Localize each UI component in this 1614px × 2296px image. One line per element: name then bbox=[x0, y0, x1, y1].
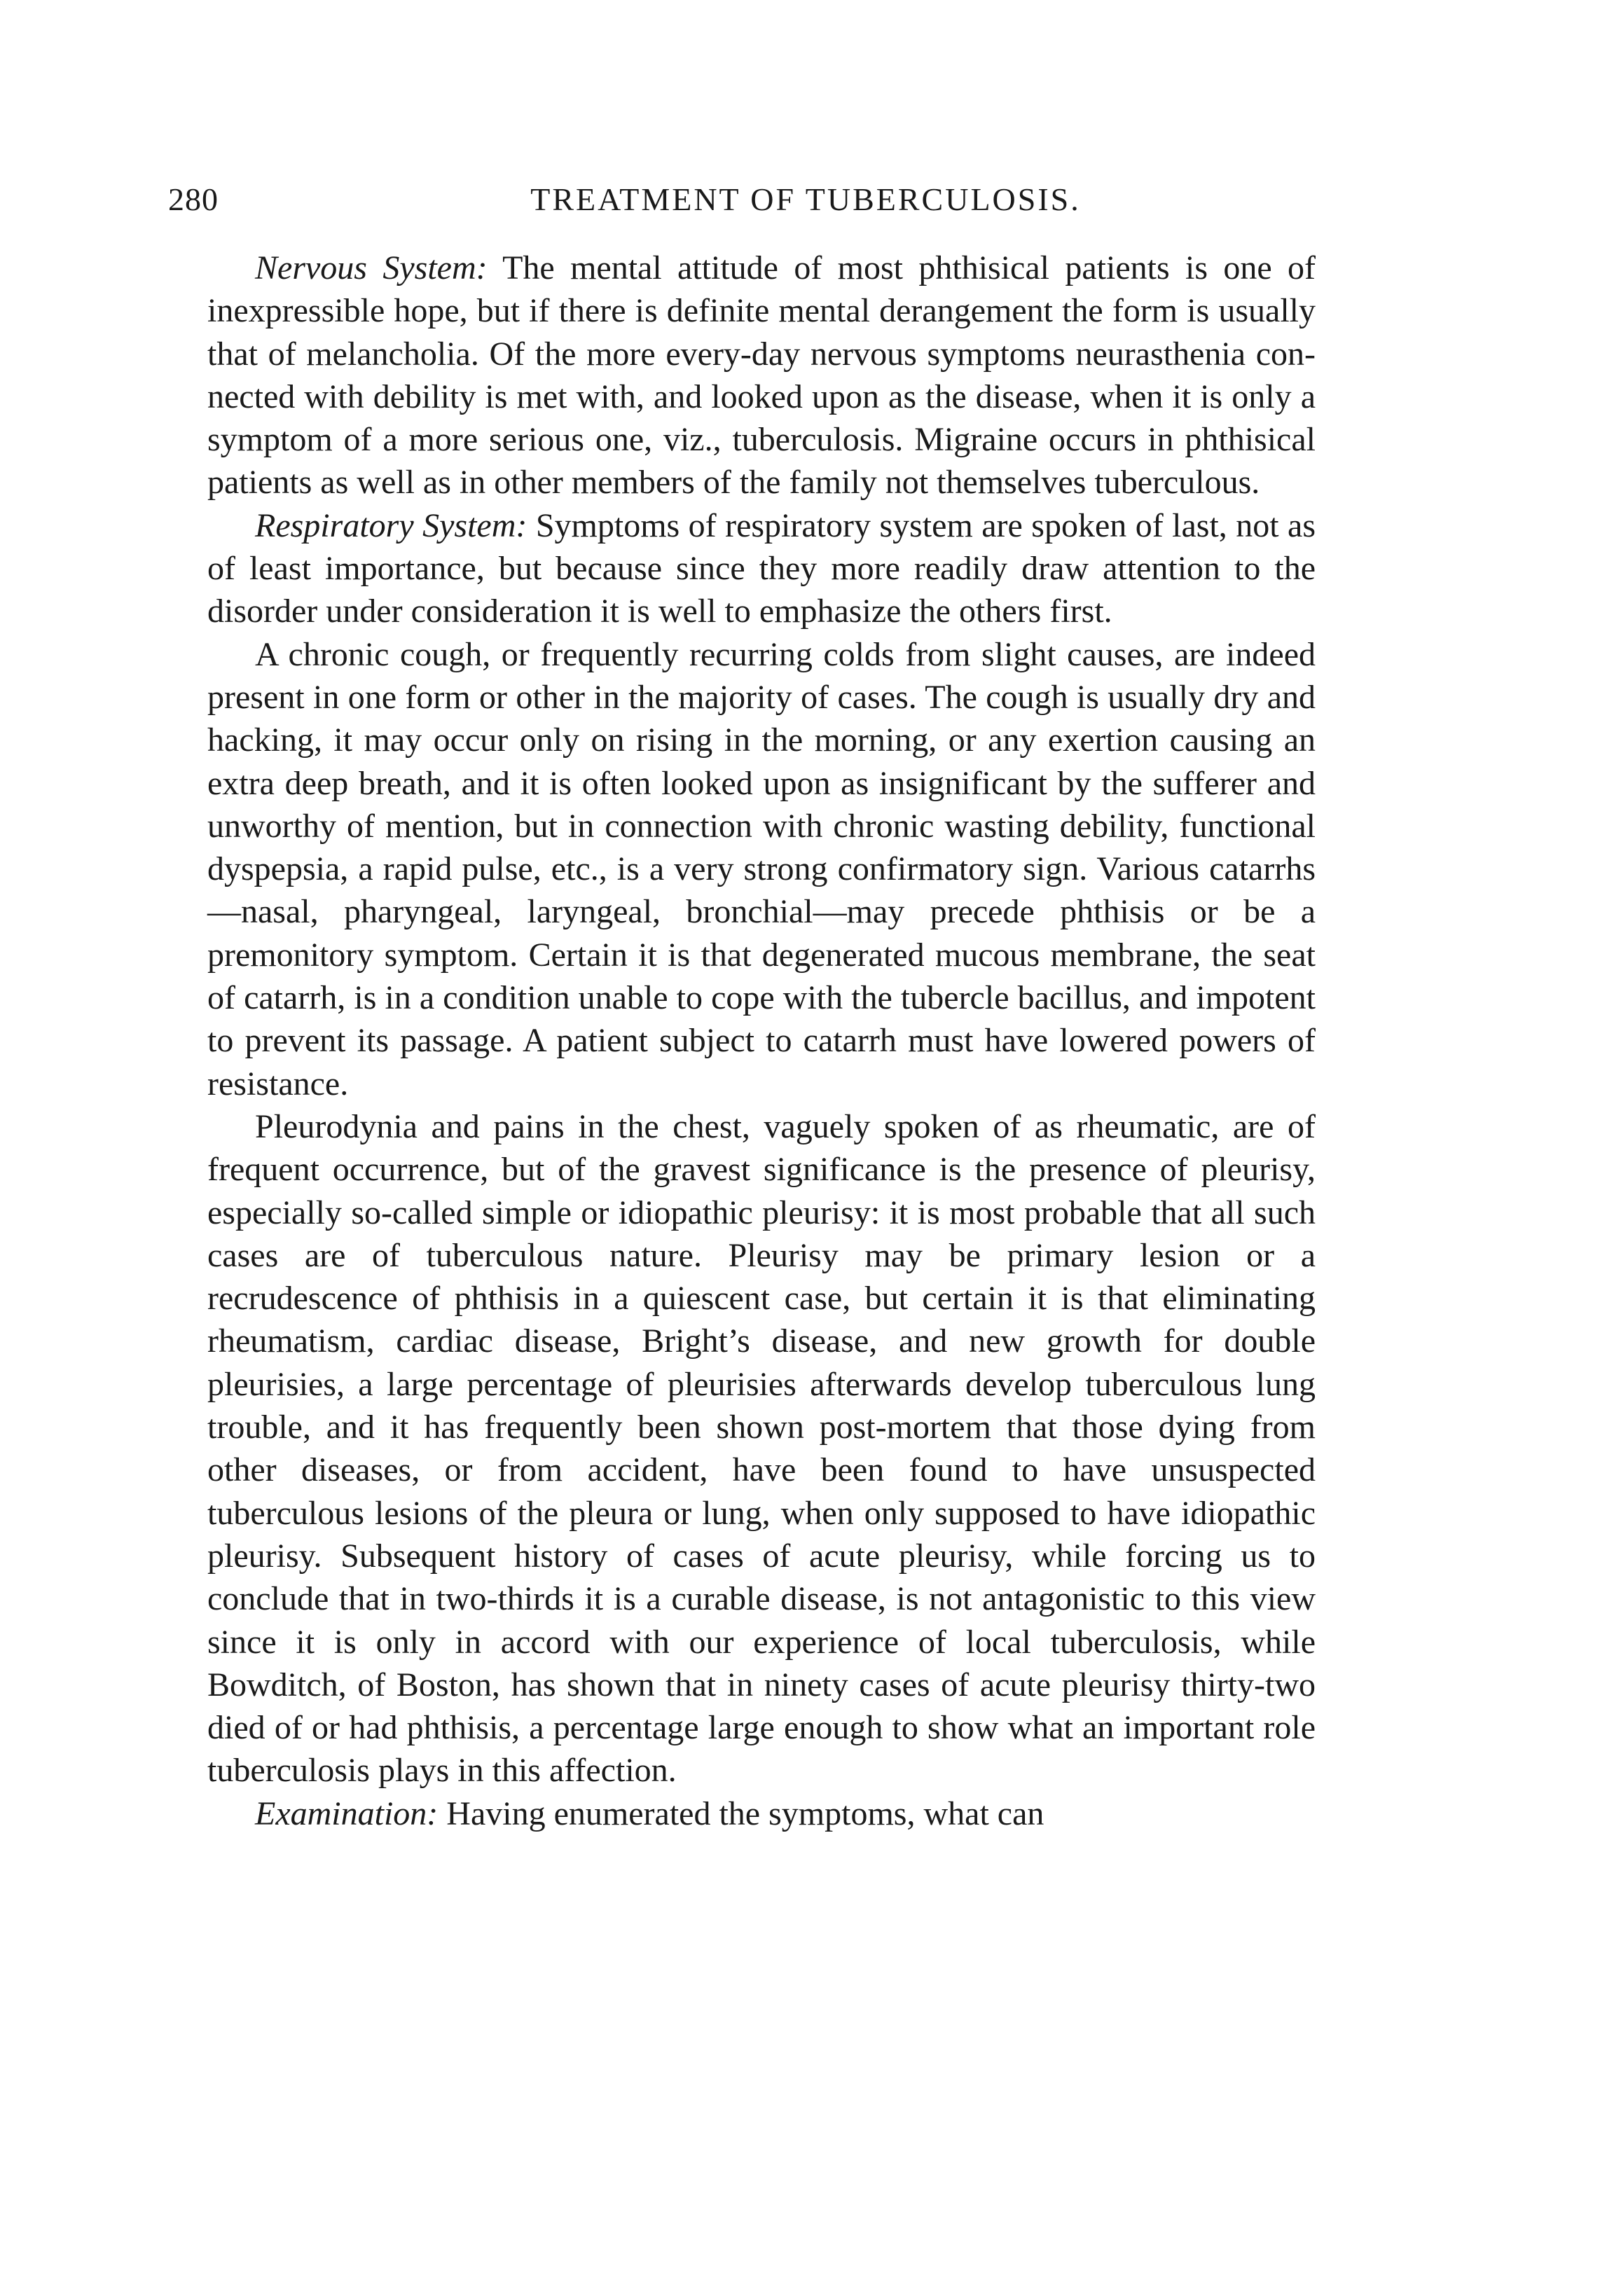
paragraph-chronic-cough bbox=[207, 633, 1316, 1105]
page-header bbox=[168, 181, 1331, 223]
paragraph-text: The mental attitude of most phthisical patients is one of inexpressible hope, but if there is definite mental derangement the form is usually that of melancholia. Of the more every-day nervous symptoms neurasthenia connected with debility is met with, and looked upon as the disease, when it is only a symptom of a more serious one, viz., tuberculosis. Migraine occurs in phthisical patients as well as in other members of the family not themselves tuberculous. bbox=[207, 249, 1316, 502]
paragraph-text: Symptoms of respiratory system are spoken of last, not as of least importance, but because since they more readily draw attention to the disorder under consideration it is well to emphasize the others first. bbox=[207, 506, 1316, 630]
running-head: TREATMENT OF TUBERCULOSIS. bbox=[530, 181, 1081, 217]
section-lead: Nervous System: bbox=[255, 249, 488, 286]
section-lead: Examination: bbox=[255, 1794, 439, 1832]
page-number: 280 bbox=[168, 181, 219, 217]
paragraph-nervous-system bbox=[207, 247, 1316, 504]
body-text bbox=[207, 247, 1316, 1835]
paragraph-examination bbox=[207, 1792, 1316, 1835]
section-lead: Respiratory System: bbox=[255, 506, 527, 544]
paragraph-pleurisy bbox=[207, 1105, 1316, 1792]
paragraph-text: Having enumerated the symptoms, what can bbox=[438, 1794, 1044, 1832]
paragraph-respiratory-system bbox=[207, 504, 1316, 633]
paragraph-text: Pleurodynia and pains in the chest, vaguely spoken of as rheumatic, are of frequent occurrence, but of the gravest significance is the presence of pleurisy, especially so-called simple or idiopathic pleurisy: it is most probable that all such cases are of tuberculous nature. Pleurisy may be primary lesion or a recrudescence of phthisis in a quiescent case, but certain it is that eliminating rheumatism, cardiac disease, Bright’s disease, and new growth for double pleurisies, a large percentage of pleurisies afterwards develop tuberculous lung trouble, and it has frequently been shown post-mortem that those dying from other diseases, or from accident, have been found to have unsuspected tuberculous lesions of the pleura or lung, when only supposed to have idiopathic pleurisy. Subsequent history of cases of acute pleurisy, while forcing us to conclude that in two-thirds it is a curable disease, is not antagonistic to this view since it is only in accord with our experience of local tuberculosis, while Bowditch, of Boston, has shown that in ninety cases of acute pleurisy thirty-two died of or had phthisis, a percentage large enough to show what an important role tuberculosis plays in this affection. bbox=[207, 1107, 1316, 1790]
paragraph-text: A chronic cough, or frequently recurring colds from slight causes, are indeed present in one form or other in the majority of cases. The cough is usually dry and hacking, it may occur only on rising in the morning, or any exertion causing an extra deep breath, and it is often looked upon as insignificant by the sufferer and unworthy of mention, but in connection with chronic wasting debility, functional dyspepsia, a rapid pulse, etc., is a very strong confirmatory sign. Various catarrhs—nasal, pharyngeal, laryngeal, bronchial—may precede phthisis or be a premonitory symptom. Certain it is that degenerated mucous membrane, the seat of catarrh, is in a condition unable to cope with the tubercle bacillus, and impotent to prevent its passage. A patient subject to catarrh must have lowered powers of resistance. bbox=[207, 635, 1316, 1102]
